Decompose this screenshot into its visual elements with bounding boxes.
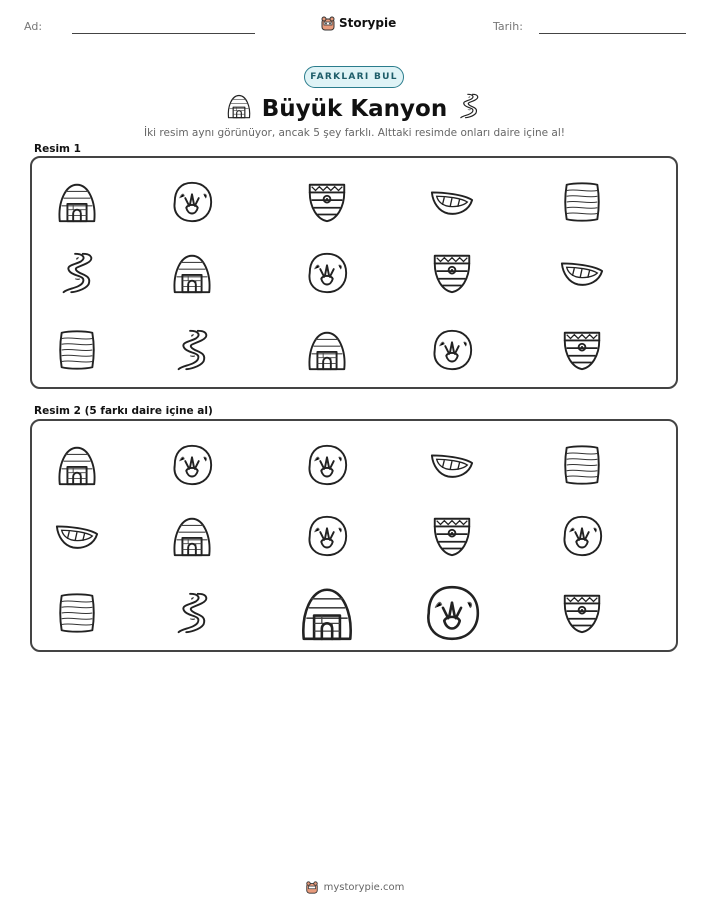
name-line[interactable] <box>72 33 255 34</box>
picture2-footprint-icon[interactable] <box>304 513 350 559</box>
picture1-footprint-icon <box>429 327 475 373</box>
brand-logo <box>320 13 400 33</box>
page-title: Büyük Kanyon <box>261 96 448 122</box>
mascot-icon <box>320 15 336 31</box>
picture2-boat-icon[interactable] <box>429 442 475 488</box>
picture1-hut-icon <box>304 327 350 373</box>
picture1-rock-icon <box>559 179 605 225</box>
picture1-label: Resim 1 <box>34 143 81 155</box>
picture1-footprint-icon <box>304 250 350 296</box>
picture1-hut-icon <box>169 250 215 296</box>
river-icon <box>455 92 483 120</box>
picture2-hut-icon[interactable] <box>169 513 215 559</box>
picture1-footprint-icon <box>169 179 215 225</box>
picture1-boat-icon <box>559 250 605 296</box>
picture2-hut-icon[interactable] <box>54 442 100 488</box>
badge: FARKLARI BUL <box>304 66 404 88</box>
picture1-hut-icon <box>54 179 100 225</box>
picture2-river-icon[interactable] <box>169 590 215 636</box>
picture2-label: Resim 2 (5 farkı daire içine al) <box>34 405 213 417</box>
mascot-icon <box>305 880 319 894</box>
footer-url: mystorypie.com <box>323 881 405 893</box>
picture1-pot-icon <box>429 250 475 296</box>
picture1-pot-icon <box>559 327 605 373</box>
picture1-panel <box>30 156 678 389</box>
picture2-rock-icon[interactable] <box>559 442 605 488</box>
brand-name: Storypie <box>339 16 397 30</box>
picture2-pot-icon[interactable] <box>559 590 605 636</box>
picture2-footprint-icon[interactable] <box>169 442 215 488</box>
picture2-footprint-icon[interactable] <box>559 513 605 559</box>
instructions: İki resim aynı görünüyor, ancak 5 şey farklı. Alttaki resimde onları daire içine al! <box>144 127 565 139</box>
date-label: Tarih: <box>493 20 523 33</box>
picture1-pot-icon <box>304 179 350 225</box>
picture1-river-icon <box>169 327 215 373</box>
picture2-footprint-icon[interactable] <box>304 442 350 488</box>
date-line[interactable] <box>539 33 686 34</box>
name-label: Ad: <box>24 20 43 33</box>
picture2-rock-icon[interactable] <box>54 590 100 636</box>
picture1-boat-icon <box>429 179 475 225</box>
picture2-pot-icon[interactable] <box>429 513 475 559</box>
picture2-panel[interactable] <box>30 419 678 652</box>
picture2-boat-icon[interactable] <box>54 513 100 559</box>
hut-icon <box>225 92 253 120</box>
footer <box>0 880 709 894</box>
picture2-hut-icon[interactable] <box>296 582 358 644</box>
picture1-rock-icon <box>54 327 100 373</box>
picture1-river-icon <box>54 250 100 296</box>
picture2-footprint-icon[interactable] <box>421 582 483 644</box>
